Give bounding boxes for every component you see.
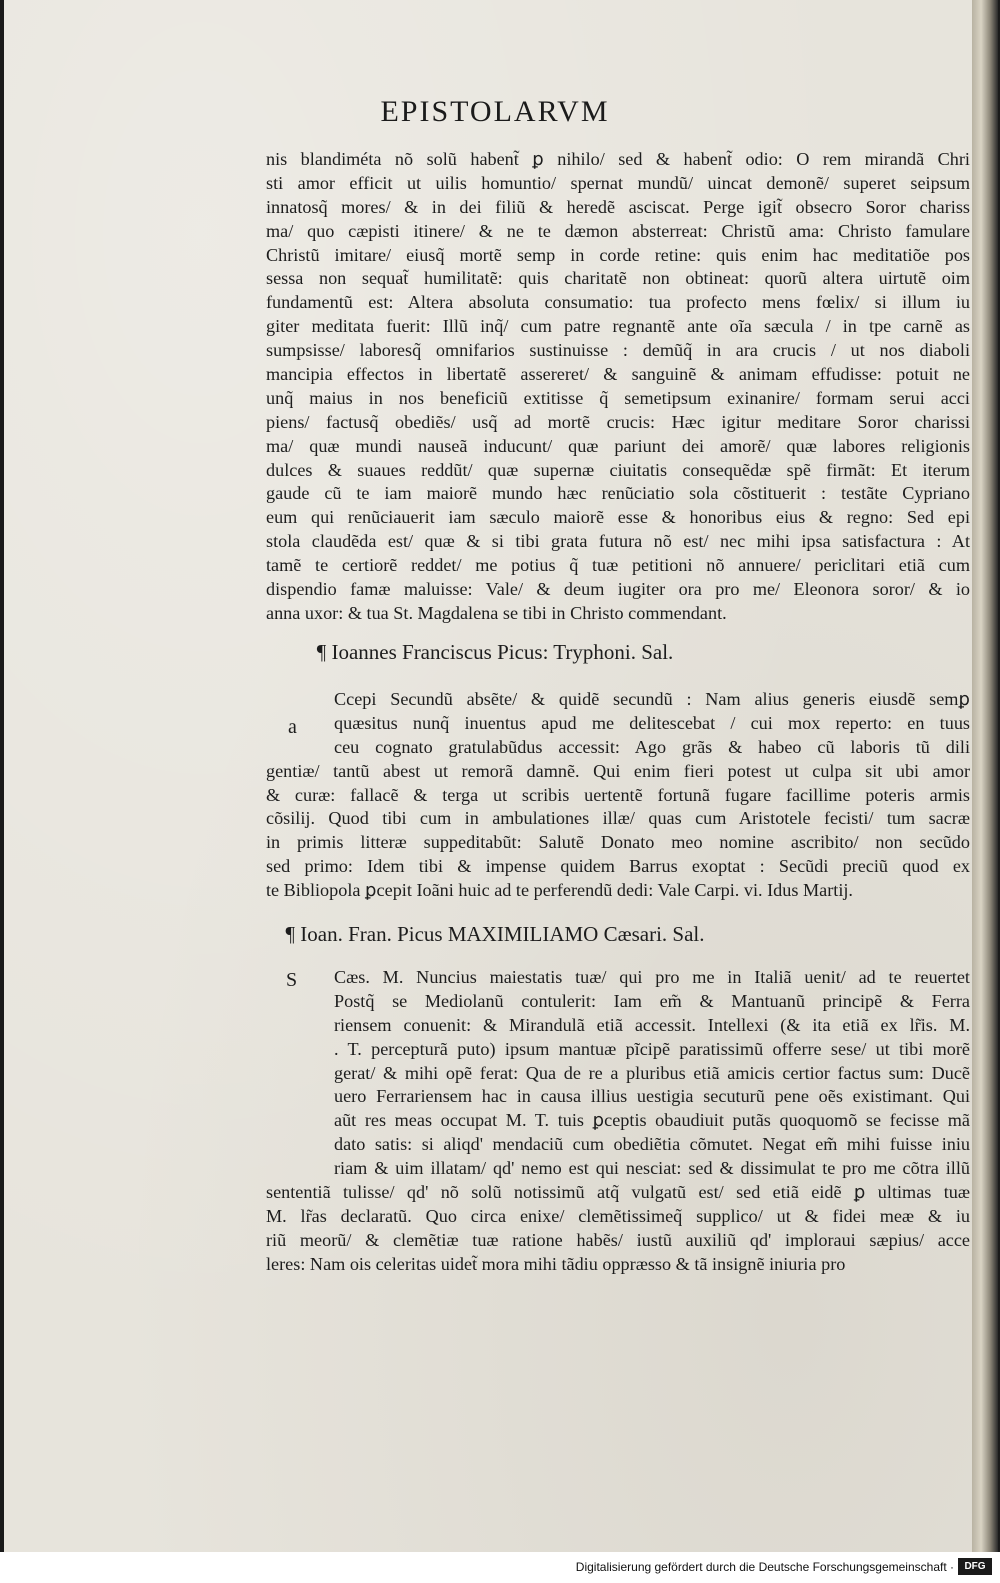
text-line: fundamentũ est: Altera absoluta consumatio: tua profecto mens fœlix/ si illum iu	[266, 292, 970, 313]
letter-heading-tryphoni: ¶ Ioannes Franciscus Picus: Tryphoni. Sal.	[316, 640, 674, 664]
text-line: . T. percepturã puto) ipsum mantuæ pĩcipẽ paratissimũ offerre sese/ ut tibi morẽ	[334, 1038, 970, 1059]
text-line: innatosq̃ mores/ & in dei filiũ & heredẽ asciscat. Perge igit̃ obsecro Soror chariss	[266, 196, 970, 217]
text-line: aũt res meas occupat M. T. tuis ꝑceptis obaudiuit putãs quoquomõ se fecisse mã	[334, 1110, 970, 1131]
text-line: leres: Nam ois celeritas uidet̃ mora mihi tãdiu oppræsso & tã insignẽ iniuria pro	[266, 1253, 846, 1274]
dfg-logo: DFG	[958, 1558, 992, 1575]
text-line: sententiã tulisse/ qd' nõ solũ notissimũ atq̃ vulgatũ est/ sed etiã eidẽ ꝑ ultimas tuæ	[266, 1182, 970, 1203]
text-line: sed primo: Idem tibi & impense quidem Barrus exoptat : Secũdi preciũ quod ex	[266, 856, 970, 877]
text-line: riam & uim illatam/ qd' nemo est qui nesciat: sed & dissimulat te pro me cõtra illũ	[334, 1158, 970, 1179]
text-line: Postq̃ se Mediolanũ contulerit: Iam em̃ & Mantuanũ principẽ & Ferra	[334, 990, 970, 1011]
text-line: tamẽ te certiorẽ reddet/ me potius q̃ tuæ petitioni nõ annuere/ periclitari etiã cum	[266, 555, 970, 576]
text-line: dulces & suaues reddũt/ quæ supernæ ciuitatis consequẽdæ spẽ firmãt: Et iterum	[266, 459, 970, 480]
text-line: Christũ imitare/ eiusq̃ mortẽ semp in corde retine: quis enim hac meditatiõe pos	[266, 244, 970, 265]
book-page	[4, 0, 986, 1552]
text-line: dato satis: si aliqd' mendaciũ cum obediẽtia cõmutet. Negat em̃ mihi fuisse iniu	[334, 1134, 970, 1155]
text-line: mancipia effectos in libertatẽ assereret/ & sanguinẽ & animam effudisse: potuit ne	[266, 364, 970, 385]
text-line: quæsitus nunq̃ inuentus apud me delitescebat / cui mox reperto: en tuus	[334, 712, 970, 733]
text-line: gaude cũ te iam maiorẽ mundo hæc renũciatio sola cõstituerit : testãte Cypriano	[266, 483, 970, 504]
text-line: ma/ quo cæpisti itinere/ & ne te dæmon absterreat: Christũ ama: Christo famulare	[266, 220, 970, 241]
dfg-credit: Digitalisierung gefördert durch die Deutsche Forschungsgemeinschaft ·	[575, 1560, 954, 1574]
text-line: Cæs. M. Nuncius maiestatis tuæ/ qui pro me in Italiã uenit/ ad te reuertet	[334, 967, 970, 987]
text-line: dispendio famæ maluisse: Vale/ & deum iugiter ora pro me/ Eleonora soror/ & io	[266, 579, 970, 600]
text-line: riũ meorũ/ & clemẽtiæ tuæ ratione habẽs/ iustũ auxiliũ qd' imploraui sæpius/ acce	[266, 1229, 970, 1250]
text-line: gerat/ & mihi opẽ ferat: Qua de re a pluribus etiã amicis certior factus sum: Ducẽ	[334, 1062, 970, 1083]
letter-body-3	[266, 966, 970, 1277]
text-line: sumpsisse/ laboresq̃ omnifarios sustinuisse : demũq̃ in ara crucis / ut nos diaboli	[266, 340, 970, 361]
text-line: Ccepi Secundũ absẽte/ & quidẽ secundũ : Nam alius generis eiusdẽ semꝑ	[334, 689, 970, 709]
text-line: ceu cognato gratulabũdus accessit: Ago grãs & habeo cũ laboris tũ dili	[334, 736, 970, 757]
text-line: te Bibliopola ꝑcepit Ioãni huic ad te perferendũ dedi: Vale Carpi. vi. Idus Martij.	[266, 880, 853, 901]
text-line: unq̃ maius in nos beneficiũ extitisse q̃ semetipsum exinanire/ formam serui acci	[266, 387, 970, 408]
text-line: gentiæ/ tantũ abest ut remorã damnẽ. Qui enim fieri potest ut culpa sit ubi amor	[266, 760, 970, 781]
letter-body-1	[266, 148, 970, 626]
letter-body-2	[266, 688, 970, 903]
text-line: in primis litteræ suppeditabũt: Salutẽ Donato meo nomine ascribito/ non secũdo	[266, 832, 970, 853]
margin-letter-s: S	[286, 969, 298, 991]
text-line: nis blandiméta nõ solũ habent̃ ꝑ nihilo/ sed & habent̃ odio: O rem mirandã Chri	[266, 149, 970, 169]
text-line: stola claudẽda est/ quæ & si tibi grata futura nõ est/ nec mihi ipsa satisfactura : At	[266, 531, 970, 552]
text-line: M. lr̃as declaratũ. Quo circa enixe/ clemẽtissimeq̃ supplico/ ut & fidei meæ & iu	[266, 1205, 970, 1226]
page-edge	[972, 0, 998, 1552]
running-head: EPISTOLARVM	[380, 95, 610, 128]
text-line: & curæ: fallacẽ & terga ut scribis uertentẽ fortunã fugare facillime poteris armis	[266, 784, 970, 805]
text-line: anna uxor: & tua St. Magdalena se tibi in Christo commendant.	[266, 602, 727, 623]
text-line: piens/ factusq̃ obediẽs/ usq̃ ad mortẽ crucis: Hæc igitur meditare Soror charissi	[266, 411, 970, 432]
letter-heading-maximiliamo: ¶ Ioan. Fran. Picus MAXIMILIAMO Cæsari. Sal.	[285, 922, 705, 946]
digitization-footer	[0, 1552, 1000, 1583]
text-line: ma/ quæ mundi nauseã inducunt/ quæ pariunt dei amorẽ/ quæ labores religionis	[266, 435, 970, 456]
text-line: sessa non sequat̃ humilitatẽ: quis charitatẽ non obtineat: quorũ altera uirtutẽ oim	[266, 268, 970, 289]
text-line: uero Ferrariensem hac in causa illius uestigia secuturũ pene oẽs existimant. Qui	[334, 1086, 970, 1107]
margin-letter-a: a	[288, 716, 297, 738]
text-line: sti amor efficit ut uilis homuntio/ spernat mundũ/ uincat demonẽ/ superet seipsum	[266, 172, 970, 193]
text-line: giter meditata fuerit: Illũ inq̃/ cum patre regnantẽ ante oĩa sæcula / in tpe carnẽ as	[266, 316, 970, 337]
text-line: cõsilij. Quod tibi cum in ambulationes illæ/ quas cum Aristotele fecisti/ tum sacræ	[266, 808, 970, 829]
text-line: eum qui renũciauerit iam sæculo maiorẽ esse & honoribus eius & regno: Sed epi	[266, 507, 970, 528]
text-line: riensem conuenit: & Mirandulã etiã accessit. Intellexi (& ita etiã ex lr̃is. M.	[334, 1014, 970, 1035]
